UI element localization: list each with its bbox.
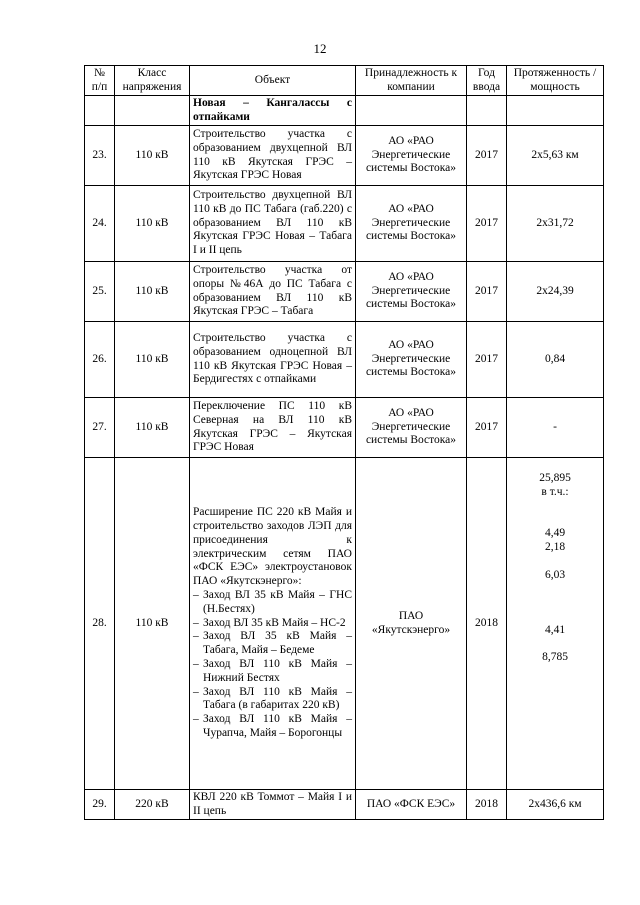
table-header-row — [85, 66, 604, 96]
continuation-cell: Новая – Кангалассы с отпайками — [190, 96, 356, 126]
row-object-text: Строительство участка с образованием одноцепной ВЛ 110 кВ Якутская ГРЭС Новая – Бердигестях с отпайками — [193, 331, 352, 386]
list-item: – Заход ВЛ 35 кВ Майя – Табага, Майя – Бедеме — [193, 630, 352, 658]
length-value: 2,18 — [544, 540, 566, 553]
row-length: 2х31,72 — [507, 186, 604, 262]
row-year: 2018 — [467, 790, 507, 820]
row-length — [507, 458, 604, 790]
list-item: – Заход ВЛ 35 кВ Майя – НС-2 — [193, 617, 352, 631]
length-incl-label: в т.ч.: — [541, 485, 569, 498]
row-year: 2017 — [467, 322, 507, 398]
power-lines-table — [84, 65, 604, 820]
row-length: 2х5,63 км — [507, 126, 604, 186]
table-row — [85, 126, 604, 186]
table-row — [85, 262, 604, 322]
length-value: 6,03 — [544, 568, 566, 581]
list-item: – Заход ВЛ 110 кВ Майя – Чурапча, Майя – Борогонцы — [193, 713, 352, 741]
row-no: 29. — [85, 790, 115, 820]
table-row — [85, 186, 604, 262]
row-object — [190, 322, 356, 398]
row-voltage: 110 кВ — [115, 126, 190, 186]
list-item: – Заход ВЛ 110 кВ Майя – Табага (в габаритах 220 кВ) — [193, 686, 352, 714]
row-voltage: 220 кВ — [115, 790, 190, 820]
feeder-list — [193, 589, 352, 741]
length-breakdown — [510, 472, 600, 665]
table-row — [85, 790, 604, 820]
row-owner: АО «РАО Энергетические системы Востока» — [356, 126, 467, 186]
row-owner: АО «РАО Энергетические системы Востока» — [356, 186, 467, 262]
row-length: 2х436,6 км — [507, 790, 604, 820]
header-owner: Принадлежность к компании — [356, 66, 467, 96]
length-total: 25,895 — [539, 472, 571, 484]
row-no: 28. — [85, 458, 115, 790]
table-row — [85, 96, 604, 126]
row-no: 24. — [85, 186, 115, 262]
header-no: № п/п — [85, 66, 115, 96]
table-row — [85, 322, 604, 398]
row-year: 2017 — [467, 126, 507, 186]
list-item: – Заход ВЛ 110 кВ Майя – Нижний Бестях — [193, 658, 352, 686]
row-owner: ПАО «Якутскэнерго» — [356, 458, 467, 790]
row-object: Переключение ПС 110 кВ Северная на ВЛ 110 кВ Якутская ГРЭС – Якутская ГРЭС Новая — [190, 398, 356, 458]
row-year: 2018 — [467, 458, 507, 790]
row-object: Строительство двухцепной ВЛ 110 кВ до ПС Табага (габ.220) с образованием ВЛ 110 кВ Якутская ГРЭС Новая – Табага I и II цепь — [190, 186, 356, 262]
row-voltage: 110 кВ — [115, 186, 190, 262]
row-owner: АО «РАО Энергетические системы Востока» — [356, 398, 467, 458]
row-object — [190, 458, 356, 790]
table-row — [85, 458, 604, 790]
header-object: Объект — [190, 66, 356, 96]
row-no: 23. — [85, 126, 115, 186]
row-voltage: 110 кВ — [115, 458, 190, 790]
list-item: – Заход ВЛ 35 кВ Майя – ГНС (Н.Бестях) — [193, 589, 352, 617]
table-row — [85, 398, 604, 458]
row-no: 25. — [85, 262, 115, 322]
row-year: 2017 — [467, 398, 507, 458]
row-owner: АО «РАО Энергетические системы Востока» — [356, 322, 467, 398]
row-object: Строительство участка с образованием двухцепной ВЛ 110 кВ Якутская ГРЭС – Якутская ГРЭС Новая — [190, 126, 356, 186]
row-no: 27. — [85, 398, 115, 458]
row-length: 2х24,39 — [507, 262, 604, 322]
row-object: Строительство участка от опоры №46А до ПС Табага с образованием ВЛ 110 кВ Якутская ГРЭС – Табага — [190, 262, 356, 322]
row-year: 2017 — [467, 262, 507, 322]
row-voltage: 110 кВ — [115, 262, 190, 322]
row-object: КВЛ 220 кВ Томмот – Майя I и II цепь — [190, 790, 356, 820]
row-year: 2017 — [467, 186, 507, 262]
row-voltage: 110 кВ — [115, 322, 190, 398]
length-value: 4,41 — [544, 623, 566, 636]
header-year: Год ввода — [467, 66, 507, 96]
row-object-intro: Расширение ПС 220 кВ Майя и строительство заходов ЛЭП для присоединения к электрическим сетям ПАО «ФСК ЕЭС» электроустановок ПАО «Якутскэнерго»: — [193, 506, 352, 588]
header-length: Протяженность / мощность — [507, 66, 604, 96]
header-voltage: Класс напряжения — [115, 66, 190, 96]
length-value: 4,49 — [544, 527, 566, 540]
length-value: 8,785 — [542, 651, 568, 664]
row-owner: АО «РАО Энергетические системы Востока» — [356, 262, 467, 322]
row-voltage: 110 кВ — [115, 398, 190, 458]
page-number: 12 — [313, 41, 327, 56]
row-length: - — [507, 398, 604, 458]
row-owner: ПАО «ФСК ЕЭС» — [356, 790, 467, 820]
row-length: 0,84 — [507, 322, 604, 398]
row-no: 26. — [85, 322, 115, 398]
